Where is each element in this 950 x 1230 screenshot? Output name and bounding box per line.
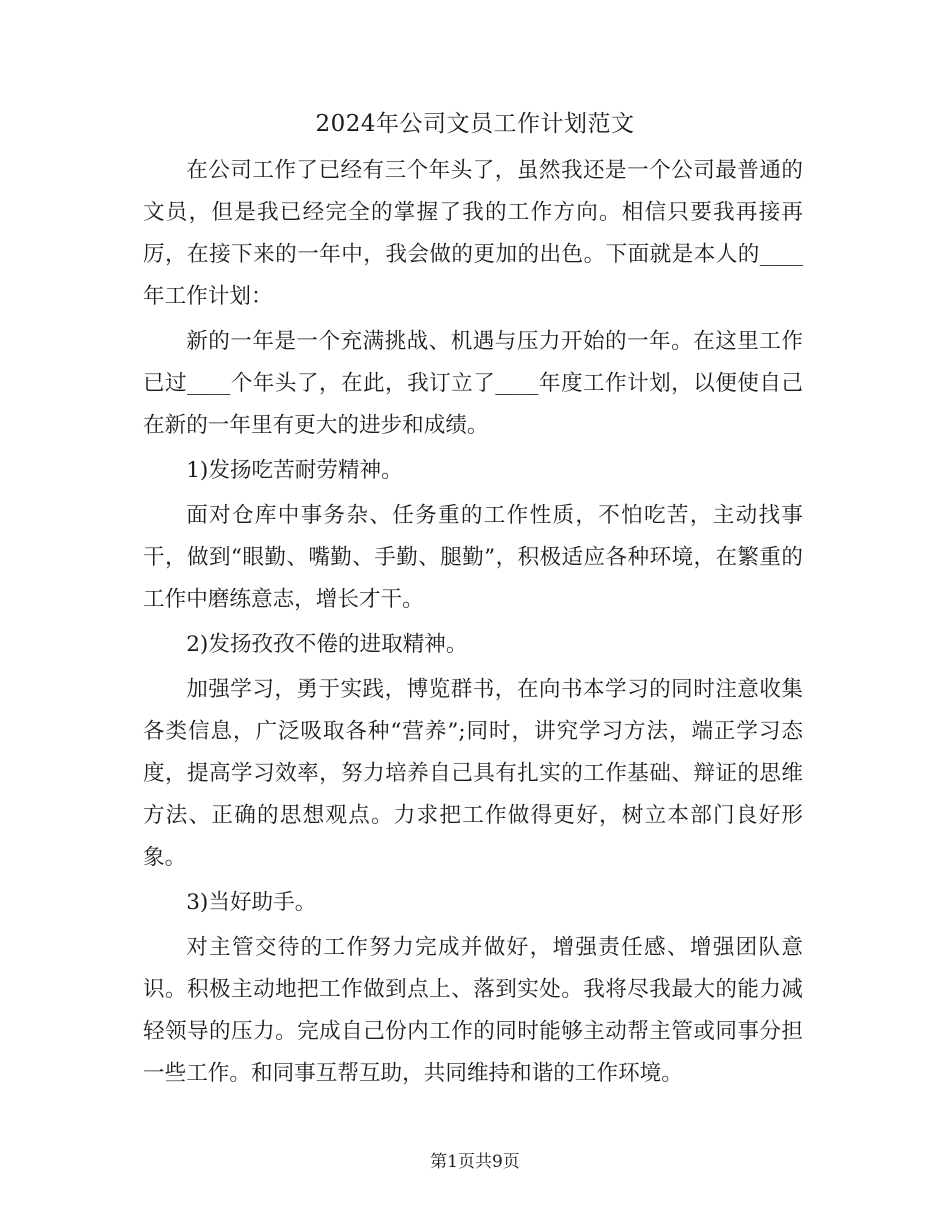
document-title: 2024年公司文员工作计划范文 (315, 111, 635, 137)
document-body (143, 150, 803, 1098)
heading-assistant: 3)当好助手。 (186, 890, 317, 915)
paragraph-intro: 在公司工作了已经有三个年头了，虽然我还是一个公司最普通的文员，但是我已经完全的掌握了我的工作方向。相信只要我再接再厉，在接下来的一年中，我会做的更加的出色。下面就是本人的____年工作计划： (143, 158, 803, 309)
heading-hardworking: 1)发扬吃苦耐劳精神。 (186, 458, 403, 483)
heading-progress: 2)发扬孜孜不倦的进取精神。 (186, 632, 468, 657)
paragraph-new-year: 新的一年是一个充满挑战、机遇与压力开始的一年。在这里工作已过____个年头了，在此，我订立了____年度工作计划，以便使自己在新的一年里有更大的进步和成绩。 (143, 329, 803, 438)
page-number-footer: 第1页共9页 (430, 1152, 520, 1172)
paragraph-teamwork: 对主管交待的工作努力完成并做好，增强责任感、增强团队意识。积极主动地把工作做到点上、落到实处。我将尽我最大的能力减轻领导的压力。完成自己份内工作的同时能够主动帮主管或同事分担一些工作。和同事互帮互助，共同维持和谐的工作环境。 (143, 935, 803, 1086)
paragraph-warehouse: 面对仓库中事务杂、任务重的工作性质，不怕吃苦，主动找事干，做到“眼勤、嘴勤、手勤、腿勤”，积极适应各种环境，在繁重的工作中磨练意志，增长才干。 (143, 503, 803, 612)
paragraph-learning: 加强学习，勇于实践，博览群书，在向书本学习的同时注意收集各类信息，广泛吸取各种“营养”;同时，讲究学习方法，端正学习态度，提高学习效率，努力培养自己具有扎实的工作基础、辩证的思维方法、正确的思想观点。力求把工作做得更好，树立本部门良好形象。 (143, 677, 803, 870)
